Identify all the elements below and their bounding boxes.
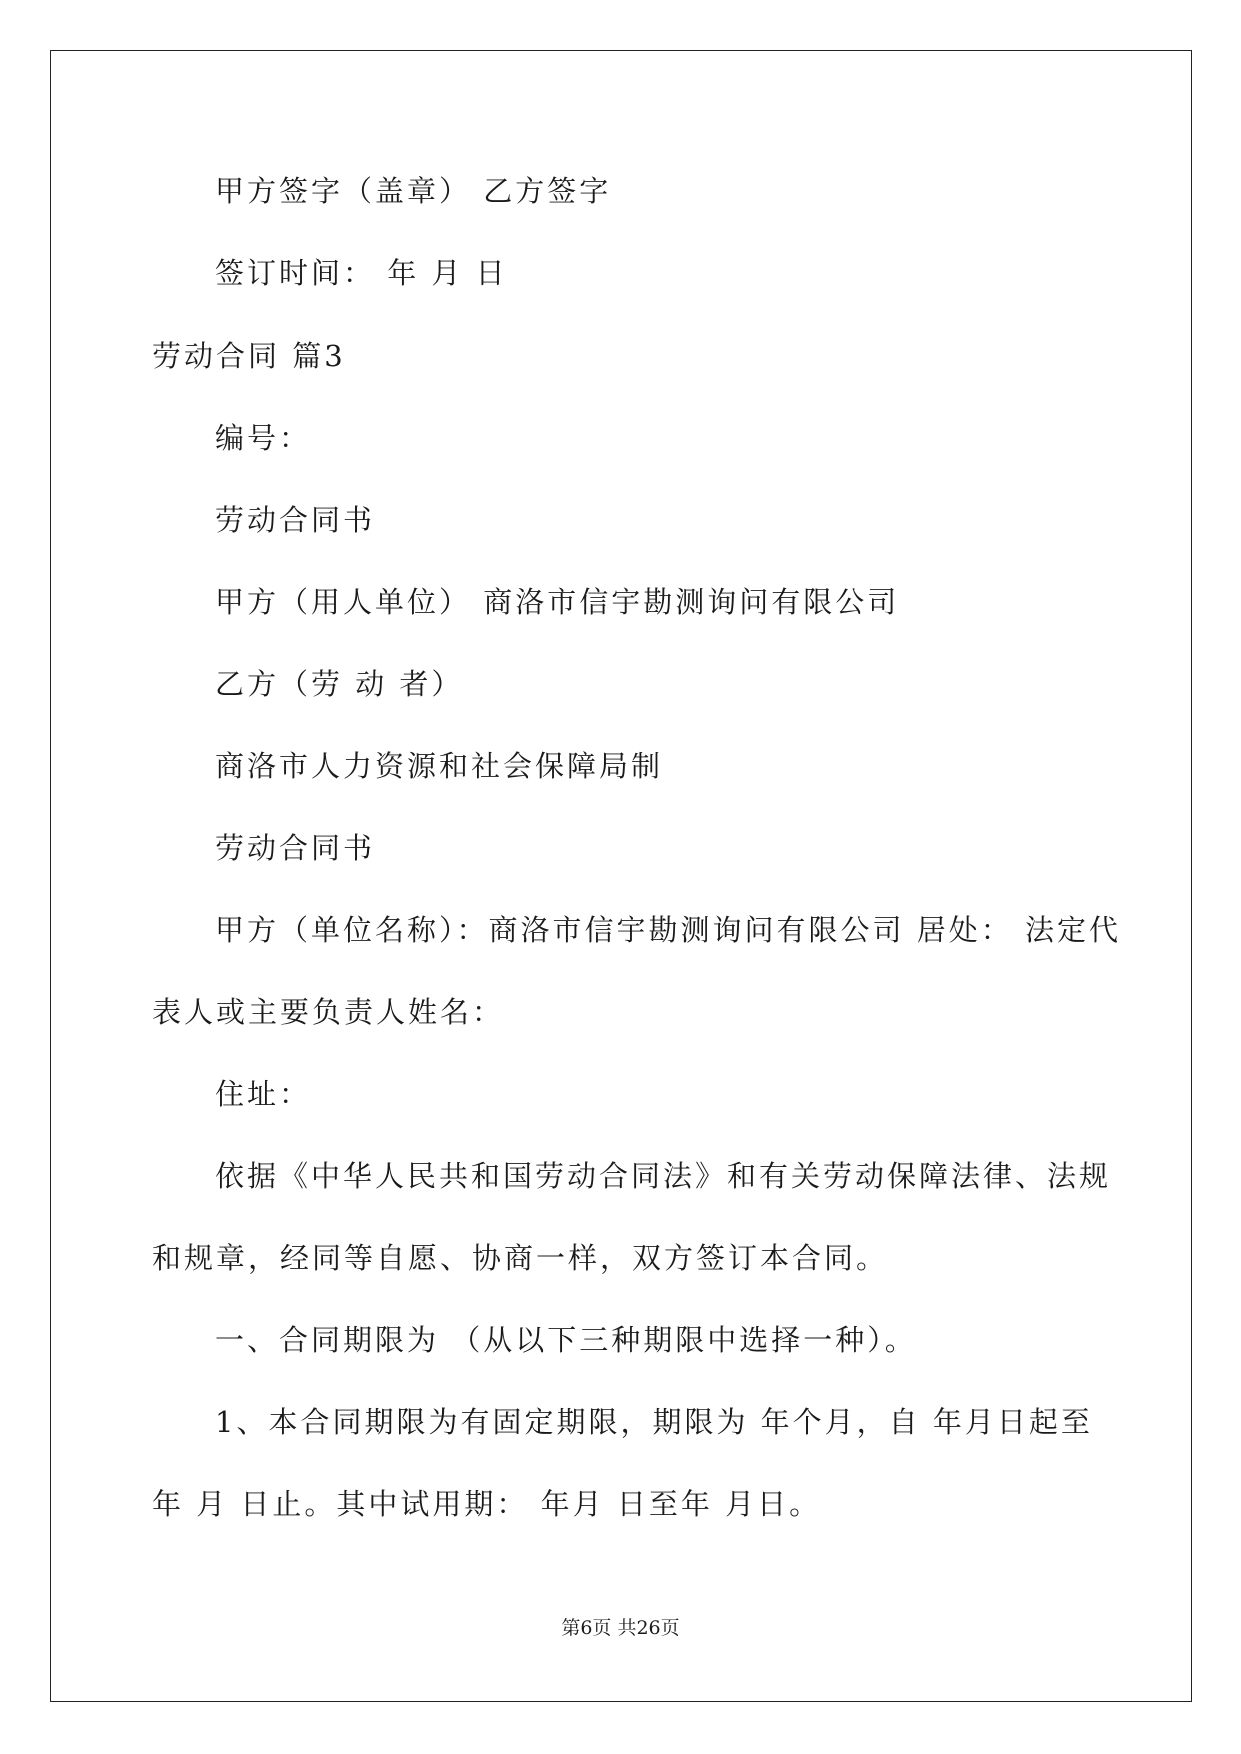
page-number-footer: 第6页 共26页 <box>561 1617 680 1639</box>
contract-heading-2: 劳动合同书 <box>215 831 376 865</box>
clause-1-title: 一、合同期限为 （从以下三种期限中选择一种）。 <box>215 1323 917 1357</box>
contract-number: 编号： <box>215 421 312 455</box>
page-border <box>50 50 1192 1702</box>
legal-basis-line-1: 依据《中华人民共和国劳动合同法》和有关劳动保障法律、法规 <box>215 1159 1112 1193</box>
legal-representative-line: 表人或主要负责人姓名： <box>152 995 505 1029</box>
section-title: 劳动合同 篇3 <box>152 339 346 373</box>
party-a-detail-line: 甲方（单位名称）：商洛市信宇勘测询问有限公司 居处： 法定代 <box>215 913 1121 947</box>
party-b-line: 乙方（劳 动 者） <box>215 667 464 701</box>
signing-date-line: 签订时间： 年 月 日 <box>215 256 508 290</box>
party-a-line: 甲方（用人单位） 商洛市信宇勘测询问有限公司 <box>215 585 900 619</box>
clause-1-item-1: 1、本合同期限为有固定期限，期限为 年个月，自 年月日起至 <box>215 1405 1093 1439</box>
address-line: 住址： <box>215 1077 312 1111</box>
clause-1-item-1-cont: 年 月 日止。其中试用期： 年月 日至年 月日。 <box>152 1487 822 1521</box>
signature-line: 甲方签字（盖章） 乙方签字 <box>215 174 612 208</box>
issuer-line: 商洛市人力资源和社会保障局制 <box>215 749 664 783</box>
contract-heading: 劳动合同书 <box>215 503 376 537</box>
legal-basis-line-2: 和规章，经同等自愿、协商一样，双方签订本合同。 <box>152 1241 889 1275</box>
